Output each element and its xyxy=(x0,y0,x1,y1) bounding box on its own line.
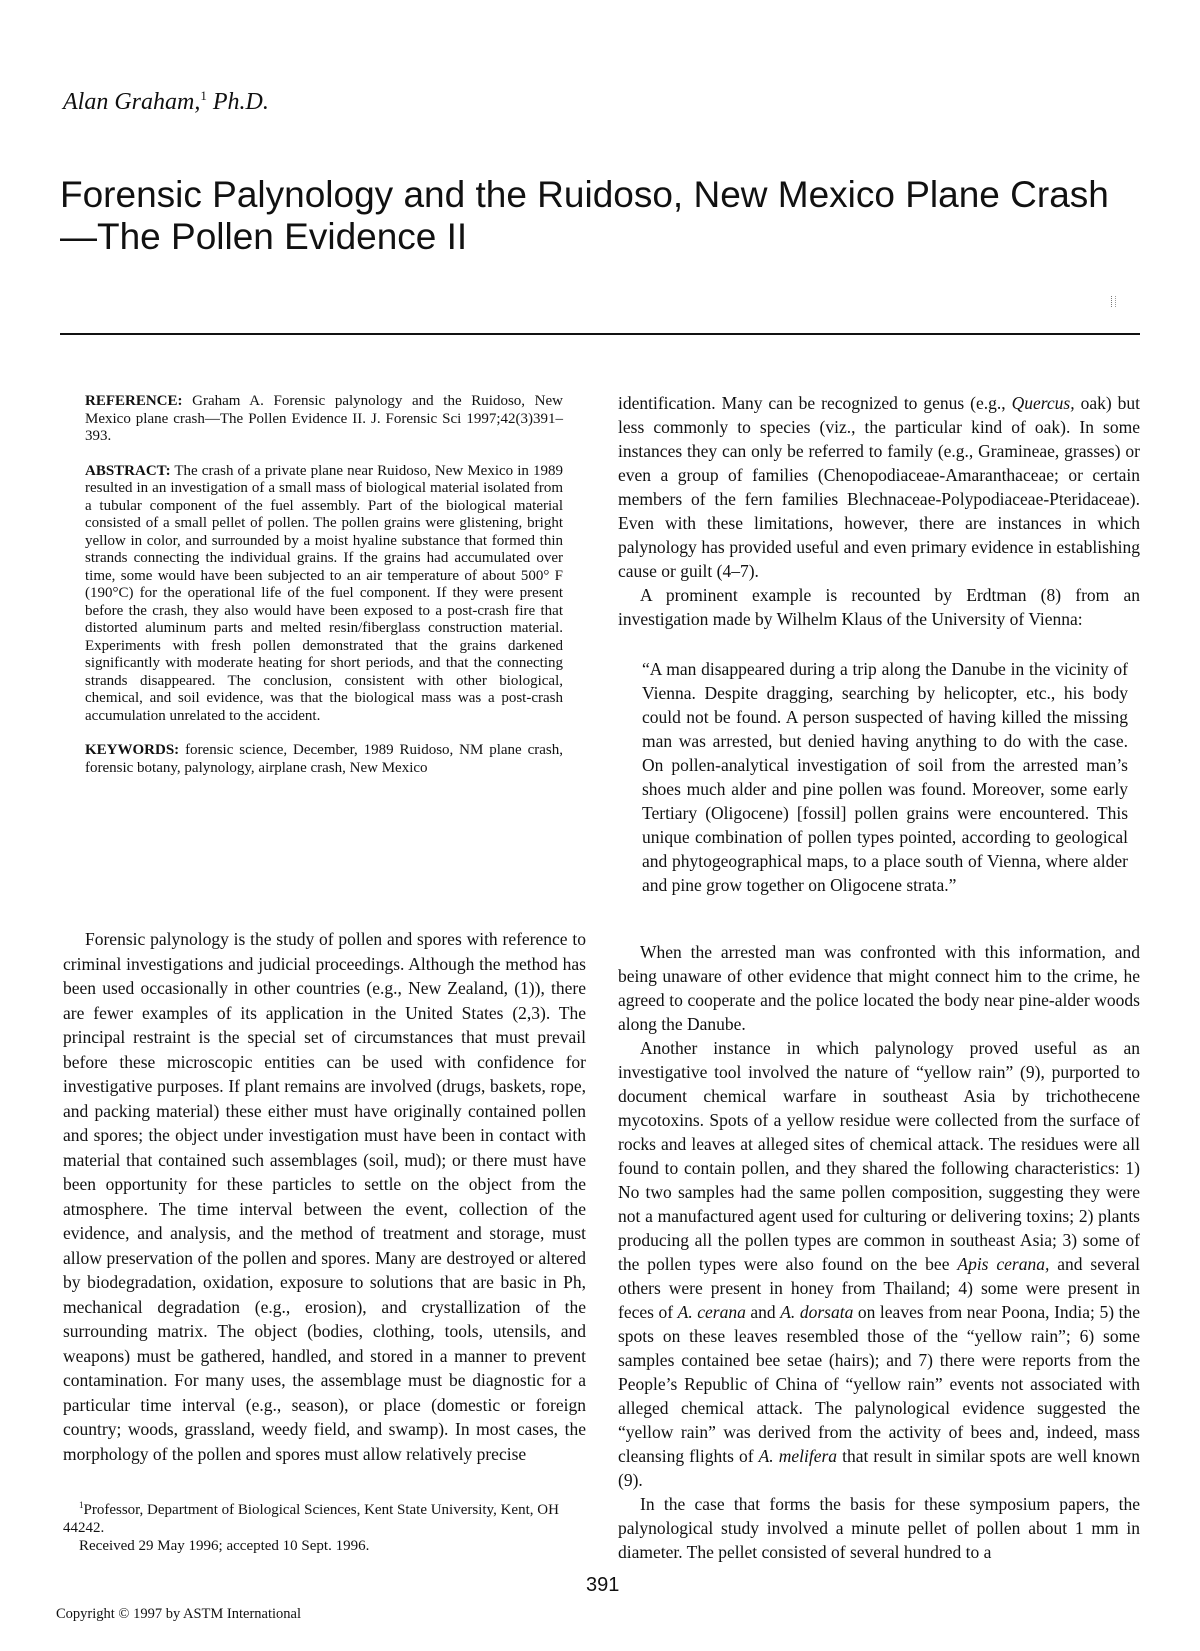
species-apis-cerana: Apis cerana, xyxy=(957,1254,1050,1274)
received-dates: Received 29 May 1996; accepted 10 Sept. 1996. xyxy=(79,1538,370,1554)
keywords-text: forensic science, December, 1989 Ruidoso, NM plane crash, forensic botany, palynology, airplane crash, New Mexico xyxy=(85,742,563,776)
author-degree: Ph.D. xyxy=(206,89,269,115)
footnote-marker: 1 xyxy=(79,1500,84,1510)
abstract-label: ABSTRACT: xyxy=(85,462,171,479)
keywords-paragraph xyxy=(85,742,563,777)
copyright-notice: Copyright © 1997 by ASTM International xyxy=(56,1606,302,1622)
author-note-marker: 1 xyxy=(200,88,207,103)
block-quote: “A man disappeared during a trip along the Danube in the vicinity of Vienna. Despite dragging, searching by helicopter, etc., his body could not be found. A person suspected of having killed the missing man was arrested, but denied having anything to do with the case. On pollen-analytical investigation of soil from the arrested man’s shoes much alder and pine pollen was found. Moreover, some early Tertiary (Oligocene) [fossil] pollen grains were encountered. This unique combination of pollen types pointed, according to geological and phytogeographical maps, to a place south of Vienna, where alder and pine grow together on Oligocene strata.” xyxy=(642,659,1128,895)
reference-text: Graham A. Forensic palynology and the Ruidoso, New Mexico plane crash—The Pollen Evidence II. J. Forensic Sci 1997;42(3)391–393. xyxy=(85,393,563,444)
case-paragraph: In the case that forms the basis for these symposium papers, the palynological study involved a minute pellet of pollen about 1 mm in diameter. The pellet consisted of several hundred to a xyxy=(618,1494,1140,1562)
erdtman-paragraph: A prominent example is recounted by Erdtman (8) from an investigation made by Wilhelm Klaus of the University of Vienna: xyxy=(618,585,1140,629)
species-a-cerana: A. cerana xyxy=(677,1302,746,1322)
text-run: and several others were present in honey from Thailand; 4) some were present in feces of xyxy=(618,1254,1140,1322)
abstract-block xyxy=(85,393,563,794)
text-run: Another instance in which palynology proved useful as an investigative tool involved the nature of “yellow rain” (9), purported to document chemical warfare in southeast Asia by trichothecene mycotoxins. Spots of a yellow residue were collected from the surface of rocks and leaves at alleged sites of chemical attack. The residues were all found to contain pollen, and they shared the following characteristics: 1) No two samples had the same pollen composition, suggesting they were not a manufactured agent used for culturing or delivering toxins; 2) plants producing all the pollen types are common in southeast Asia; 3) some of the pollen types were also found on the bee xyxy=(618,1038,1140,1274)
reference-paragraph xyxy=(85,393,563,446)
text-run: identification. Many can be recognized to genus (e.g., xyxy=(618,393,1012,413)
abstract-text: The crash of a private plane near Ruidoso, New Mexico in 1989 resulted in an investigation of a small mass of biological material isolated from a tubular component of the fuel assembly. Part of the biological material consisted of a small pellet of pollen. The pollen grains were glistening, bright yellow in color, and surrounded by a moist hyaline substance that formed thin strands connecting the individual grains. If the grains had accumulated over time, some would have been subjected to an air temperature of about 500° F (190°C) for the operational life of the fuel component. If they were present before the crash, they also would have been exposed to a post-crash fire that distorted aluminum parts and melted resin/fiberglass construction material. Experiments with fresh pollen demonstrated that the grains darkened significantly with moderate heating for short periods, and that the connecting strands disappeared. The conclusion, consistent with other biological, chemical, and soil evidence, was that the biological mass was a post-crash accumulation unrelated to the accident. xyxy=(85,462,563,724)
author-line xyxy=(63,88,269,116)
yellow-rain-paragraph xyxy=(618,1036,1140,1492)
text-run: that result in similar spots are well known (9). xyxy=(618,1446,1141,1490)
footnotes xyxy=(63,1497,586,1556)
species-a-dorsata: A. dorsata xyxy=(780,1302,854,1322)
author-name: Alan Graham, xyxy=(63,89,201,115)
scan-artifact xyxy=(1111,296,1116,307)
left-column-body xyxy=(63,927,586,1466)
affiliation-footnote xyxy=(63,1497,586,1537)
species-a-melifera: A. melifera xyxy=(758,1446,838,1466)
right-column-body xyxy=(618,391,1140,1564)
identification-paragraph xyxy=(618,391,1140,583)
arrest-paragraph: When the arrested man was confronted with this information, and being unaware of other evidence that might connect him to the crime, he agreed to cooperate and the police located the body near pine-alder woods along the Danube. xyxy=(618,942,1140,1034)
title-divider xyxy=(60,333,1140,335)
intro-paragraph: Forensic palynology is the study of pollen and spores with reference to criminal investigations and judicial proceedings. Although the method has been used occasionally in other countries (e.g., New Zealand, (1)), there are fewer examples of its application in the United States (2,3). The principal restraint is the special set of circumstances that must prevail before these microscopic entities can be used with confidence for investigative purposes. If plant remains are involved (drugs, baskets, rope, and packing material) these either must have originally contained pollen and spores; the object under investigation must have been in contact with material that contained such assemblages (soil, mud); or there must have been opportunity for these particles to settle on the object from the atmosphere. The time interval between the event, collection of the evidence, and analysis, and the method of treatment and storage, must allow preservation of the pollen and spores. Many are destroyed or altered by biodegradation, oxidation, exposure to solutions that are basic in Ph, mechanical degradation (e.g., erosion), and crystallization of the surrounding matrix. The object (bodies, clothing, tools, utensils, and weapons) must be gathered, handled, and stored in a manner to prevent contamination. For many uses, the assemblage must be diagnostic for a particular time interval (e.g., season), or place (domestic or foreign country; woods, grassland, weedy field, and swamp). In most cases, the morphology of the pollen and spores must allow relatively precise xyxy=(63,929,586,1464)
reference-label: REFERENCE: xyxy=(85,393,183,409)
page-number: 391 xyxy=(586,1574,620,1596)
genus-quercus: Quercus, xyxy=(1011,393,1075,413)
text-run: oak) but less commonly to species (viz., the particular kind of oak). In some instances they can only be referred to family (e.g., Gramineae, grasses) or even a group of families (Chenopodiaceae-Amaranthaceae; or certain members of the fern families Blechnaceae-Polypodiaceae-Pteridaceae). Even with these limitations, however, there are instances in which palynology has provided useful and even primary evidence in establishing cause or guilt (4–7). xyxy=(618,393,1140,581)
text-run: on leaves from near Poona, India; 5) the spots on these leaves resembled those of the “yellow rain”; 6) some samples contained bee setae (hairs); and 7) there were reports from the People’s Republic of China of “yellow rain” events not associated with alleged chemical attack. The palynological evidence suggested the “yellow rain” was derived from the activity of bees and, indeed, mass cleansing flights of xyxy=(618,1302,1140,1466)
abstract-paragraph xyxy=(85,463,563,726)
affiliation-text: Professor, Department of Biological Sciences, Kent State University, Kent, OH 44242. xyxy=(63,1502,559,1536)
article-title: Forensic Palynology and the Ruidoso, New Mexico Plane Crash—The Pollen Evidence II xyxy=(60,174,1109,257)
keywords-label: KEYWORDS: xyxy=(85,742,180,758)
text-run: and xyxy=(745,1302,781,1322)
